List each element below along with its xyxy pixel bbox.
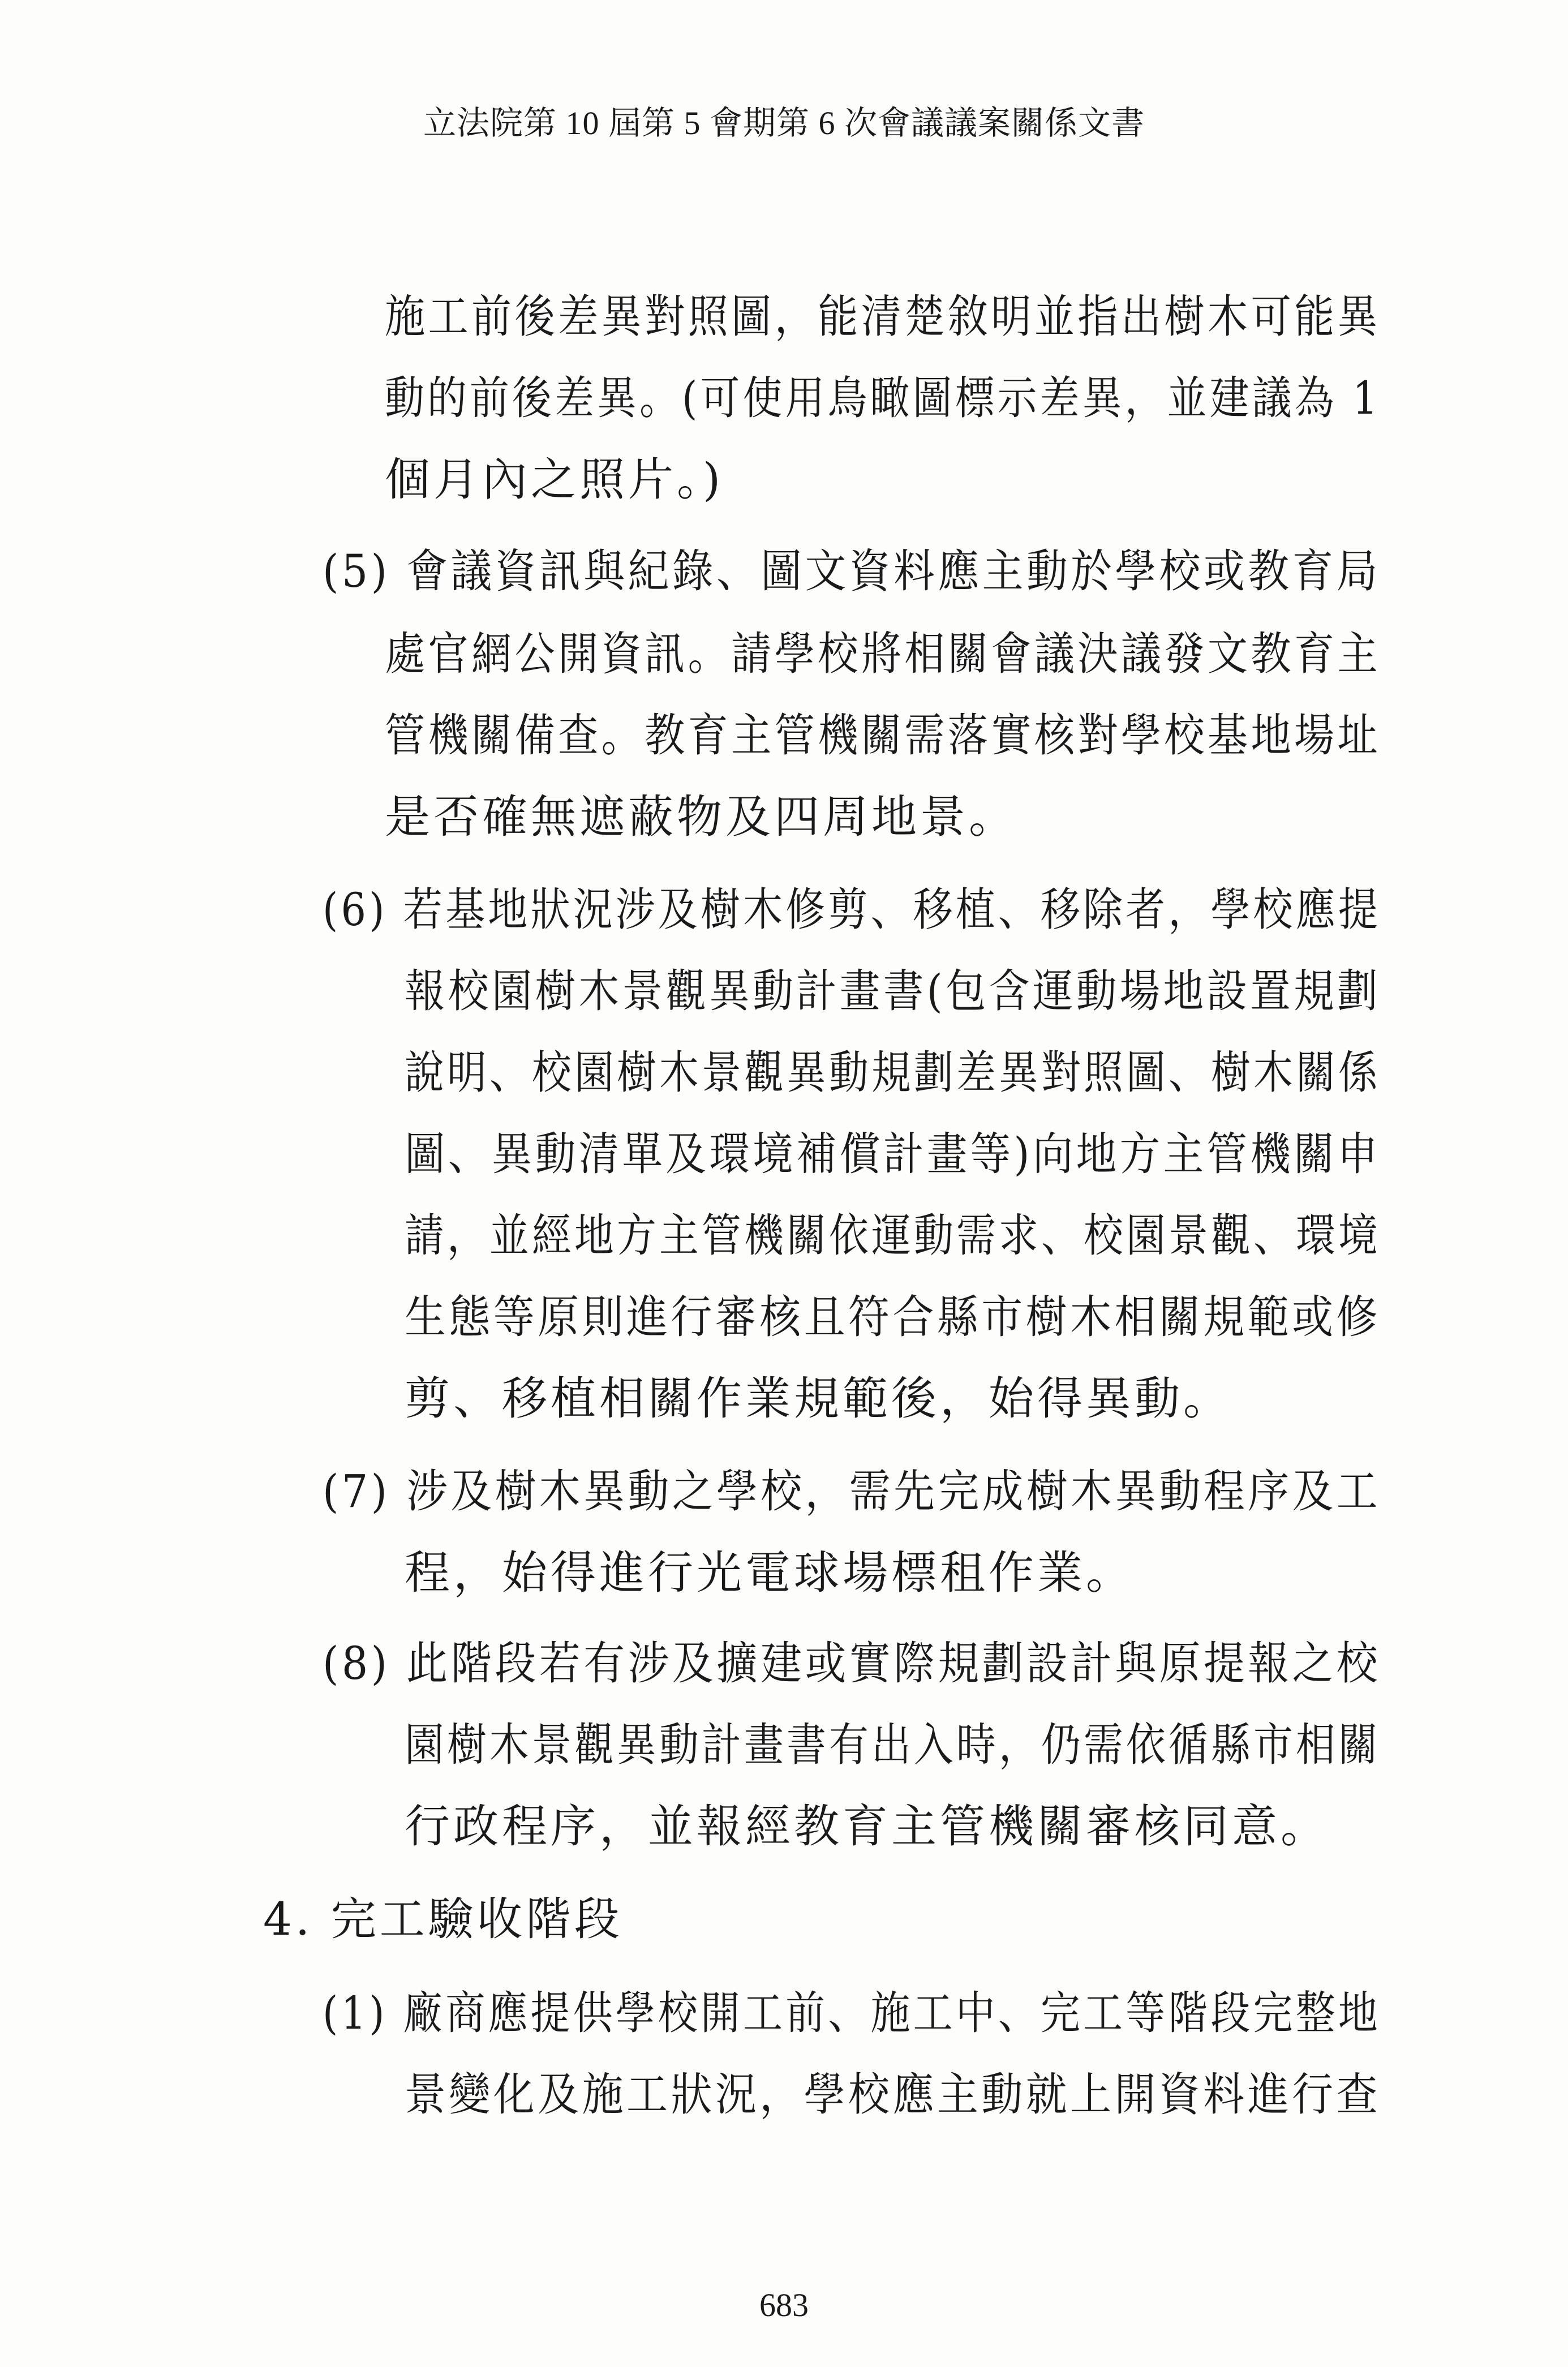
- body-line: [405, 2068, 1475, 2121]
- list-item-1: [323, 1987, 1534, 2039]
- text-line: 處官網公開資訊。請學校將相關會議決議發文教育主: [385, 628, 1381, 680]
- body-line: [385, 709, 1504, 762]
- text-line: 行政程序，並報經教育主管機關審核同意。: [405, 1800, 1329, 1853]
- page-number: 683: [759, 2287, 809, 2323]
- document-header: 立法院第 10 屆第 5 會期第 6 次會議議案關係文書: [423, 105, 1145, 141]
- text-line: 施工前後差異對照圖，能清楚敘明並指出樹木可能異: [385, 290, 1381, 343]
- text-line: 是否確無遮蔽物及四周地景。: [385, 791, 1017, 843]
- body-line: [385, 453, 724, 506]
- text-line: (7) 涉及樹木異動之學校，需先完成樹木異動程序及工: [323, 1465, 1381, 1518]
- list-item-5: [323, 545, 1485, 598]
- text-line: 生態等原則進行審核且符合縣市樹木相關規範或修: [405, 1291, 1381, 1343]
- text-line: 說明、校園樹木景觀異動規劃差異對照圖、樹木關係: [405, 1046, 1381, 1099]
- body-line: [385, 791, 1017, 843]
- body-line: [405, 1719, 1524, 1771]
- section-heading-4: [263, 1893, 623, 1945]
- text-line: 景變化及施工狀況，學校應主動就上開資料進行查: [405, 2068, 1381, 2121]
- text-line: 管機關備查。教育主管機關需落實核對學校基地場址: [385, 709, 1381, 762]
- body-line: [405, 1046, 1524, 1099]
- body-line: [405, 1209, 1524, 1262]
- body-line: [385, 290, 1504, 343]
- list-item-7: [323, 1465, 1485, 1518]
- text-line: 請，並經地方主管機關依運動需求、校園景觀、環境: [405, 1209, 1381, 1262]
- text-line: 報校園樹木景觀異動計畫書(包含運動場地設置規劃: [405, 965, 1381, 1017]
- body-line: [405, 1291, 1475, 1343]
- text-line: (8) 此階段若有涉及擴建或實際規劃設計與原提報之校: [323, 1637, 1381, 1690]
- body-line: [405, 1128, 1496, 1180]
- body-line: [385, 628, 1504, 680]
- body-line: [405, 1800, 1329, 1853]
- text-line: 圖、異動清單及環境補償計畫等)向地方主管機關申: [405, 1128, 1381, 1180]
- text-line: (6) 若基地狀況涉及樹木修剪、移植、移除者，學校應提: [323, 883, 1381, 936]
- text-line: 剪、移植相關作業規範後，始得異動。: [405, 1372, 1232, 1425]
- list-item-6: [323, 883, 1534, 936]
- text-line: 個月內之照片。): [385, 453, 724, 506]
- body-line: [405, 965, 1496, 1017]
- text-line: (1) 廠商應提供學校開工前、施工中、完工等階段完整地: [323, 1987, 1381, 2039]
- text-line: 程，始得進行光電球場標租作業。: [405, 1547, 1135, 1599]
- text-line: (5) 會議資訊與紀錄、圖文資料應主動於學校或教育局: [323, 545, 1381, 598]
- text-line: 園樹木景觀異動計畫書有出入時，仍需依循縣市相關: [405, 1719, 1381, 1771]
- text-line: 動的前後差異。(可使用鳥瞰圖標示差異，並建議為 1: [385, 372, 1381, 424]
- list-item-8: [323, 1637, 1485, 1690]
- body-line: [385, 372, 1527, 424]
- body-line: [405, 1372, 1232, 1425]
- text-line: 4. 完工驗收階段: [263, 1893, 623, 1945]
- body-line: [405, 1547, 1135, 1599]
